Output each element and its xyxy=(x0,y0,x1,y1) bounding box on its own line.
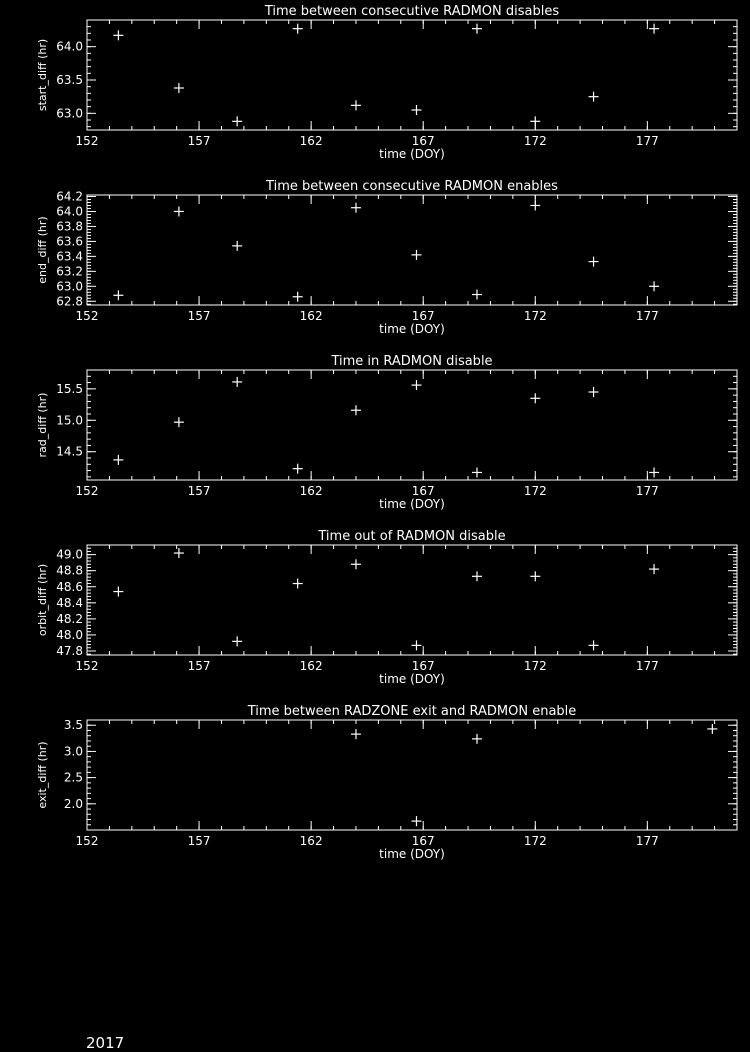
x-axis-label: time (DOY) xyxy=(379,847,445,861)
data-point xyxy=(530,116,540,126)
x-tick-label: 162 xyxy=(299,484,323,498)
x-tick-label: 167 xyxy=(411,484,435,498)
chart-title: Time between consecutive RADMON disables xyxy=(264,4,560,19)
data-point xyxy=(113,455,123,465)
data-point xyxy=(351,405,361,415)
chart-panel-2 xyxy=(36,179,737,336)
x-tick-label: 177 xyxy=(635,309,659,323)
x-tick-label: 157 xyxy=(187,659,211,673)
y-tick-label: 63.0 xyxy=(56,106,83,121)
x-tick-label: 172 xyxy=(523,834,547,848)
data-point xyxy=(293,24,303,34)
data-point xyxy=(351,203,361,213)
x-tick-label: 152 xyxy=(75,484,99,498)
y-axis-label: exit_diff (hr) xyxy=(36,741,49,809)
plot-frame xyxy=(87,20,737,130)
y-tick-label: 15.0 xyxy=(56,413,83,428)
x-tick-label: 152 xyxy=(75,659,99,673)
data-point xyxy=(232,377,242,387)
y-tick-label: 63.2 xyxy=(56,264,83,279)
data-point xyxy=(649,564,659,574)
data-point xyxy=(174,417,184,427)
x-tick-label: 167 xyxy=(411,834,435,848)
data-point xyxy=(472,24,482,34)
y-tick-label: 64.0 xyxy=(56,39,83,54)
chart-title: Time between consecutive RADMON enables xyxy=(266,179,558,194)
y-axis-label: orbit_diff (hr) xyxy=(36,563,49,637)
data-point xyxy=(649,467,659,477)
y-tick-label: 64.0 xyxy=(56,204,83,219)
plot-frame xyxy=(87,370,737,480)
data-point xyxy=(411,816,421,826)
data-point xyxy=(113,30,123,40)
y-tick-label: 3.0 xyxy=(63,744,83,759)
plot-frame xyxy=(87,545,737,655)
year-label: 2017 xyxy=(86,1034,125,1052)
x-tick-label: 167 xyxy=(411,659,435,673)
y-axis-label: end_diff (hr) xyxy=(36,216,49,284)
y-tick-label: 48.2 xyxy=(56,611,83,626)
x-tick-label: 177 xyxy=(635,834,659,848)
x-tick-label: 172 xyxy=(523,134,547,148)
data-point xyxy=(589,92,599,102)
data-point xyxy=(232,241,242,251)
x-tick-label: 177 xyxy=(635,484,659,498)
data-point xyxy=(472,734,482,744)
data-point xyxy=(649,24,659,34)
data-point xyxy=(174,83,184,93)
chart-title: Time between RADZONE exit and RADMON enable xyxy=(247,704,577,719)
x-tick-label: 152 xyxy=(75,309,99,323)
y-tick-label: 48.4 xyxy=(56,595,83,610)
data-point xyxy=(113,290,123,300)
y-tick-label: 49.0 xyxy=(56,547,83,562)
y-tick-label: 48.8 xyxy=(56,563,83,578)
x-tick-label: 167 xyxy=(411,134,435,148)
y-axis-label: start_diff (hr) xyxy=(36,38,49,112)
y-tick-label: 14.5 xyxy=(56,444,83,459)
x-tick-label: 157 xyxy=(187,134,211,148)
data-point xyxy=(530,393,540,403)
data-point xyxy=(113,587,123,597)
y-tick-label: 47.8 xyxy=(56,643,83,658)
y-tick-label: 63.5 xyxy=(56,73,83,87)
x-axis-label: time (DOY) xyxy=(379,147,445,161)
x-tick-label: 177 xyxy=(635,659,659,673)
x-tick-label: 172 xyxy=(523,484,547,498)
chart-panel-5 xyxy=(36,704,737,861)
plot-frame xyxy=(87,720,737,830)
x-tick-label: 157 xyxy=(187,484,211,498)
data-point xyxy=(530,571,540,581)
data-point xyxy=(589,640,599,650)
y-tick-label: 63.4 xyxy=(56,249,83,264)
data-point xyxy=(232,116,242,126)
data-point xyxy=(351,559,361,569)
y-tick-label: 2.5 xyxy=(63,770,83,785)
x-tick-label: 172 xyxy=(523,309,547,323)
chart-title: Time in RADMON disable xyxy=(331,354,493,369)
data-point xyxy=(411,105,421,115)
data-point xyxy=(293,579,303,589)
y-tick-label: 3.5 xyxy=(63,718,83,733)
x-tick-label: 157 xyxy=(187,309,211,323)
data-point xyxy=(174,206,184,216)
chart-panel-4 xyxy=(36,529,737,686)
data-point xyxy=(411,380,421,390)
chart-panel-3 xyxy=(36,354,737,511)
data-point xyxy=(411,640,421,650)
data-point xyxy=(589,387,599,397)
y-tick-label: 63.6 xyxy=(56,234,83,249)
data-point xyxy=(530,200,540,210)
x-tick-label: 157 xyxy=(187,834,211,848)
y-tick-label: 64.2 xyxy=(56,189,83,204)
data-point xyxy=(232,636,242,646)
chart-panel-1 xyxy=(36,4,737,161)
x-axis-label: time (DOY) xyxy=(379,672,445,686)
data-point xyxy=(707,724,717,734)
data-point xyxy=(649,281,659,291)
y-tick-label: 15.5 xyxy=(56,381,83,396)
data-point xyxy=(472,571,482,581)
y-tick-label: 2.0 xyxy=(63,796,83,811)
data-point xyxy=(174,548,184,558)
data-point xyxy=(293,292,303,302)
x-tick-label: 162 xyxy=(299,834,323,848)
x-tick-label: 162 xyxy=(299,134,323,148)
data-point xyxy=(411,250,421,260)
data-point xyxy=(351,100,361,110)
y-tick-label: 62.8 xyxy=(56,294,83,309)
y-tick-label: 48.6 xyxy=(56,579,83,594)
chart-title: Time out of RADMON disable xyxy=(318,529,506,544)
data-point xyxy=(351,729,361,739)
data-point xyxy=(472,467,482,477)
x-tick-label: 162 xyxy=(299,659,323,673)
data-point xyxy=(293,464,303,474)
y-tick-label: 63.8 xyxy=(56,219,83,234)
x-tick-label: 162 xyxy=(299,309,323,323)
data-point xyxy=(589,257,599,267)
x-tick-label: 172 xyxy=(523,659,547,673)
x-tick-label: 152 xyxy=(75,834,99,848)
data-point xyxy=(472,290,482,300)
x-axis-label: time (DOY) xyxy=(379,322,445,336)
y-tick-label: 63.0 xyxy=(56,279,83,294)
x-tick-label: 177 xyxy=(635,134,659,148)
y-axis-label: rad_diff (hr) xyxy=(36,392,49,458)
x-tick-label: 167 xyxy=(411,309,435,323)
plot-frame xyxy=(87,195,737,305)
x-tick-label: 152 xyxy=(75,134,99,148)
y-tick-label: 48.0 xyxy=(56,627,83,642)
x-axis-label: time (DOY) xyxy=(379,497,445,511)
